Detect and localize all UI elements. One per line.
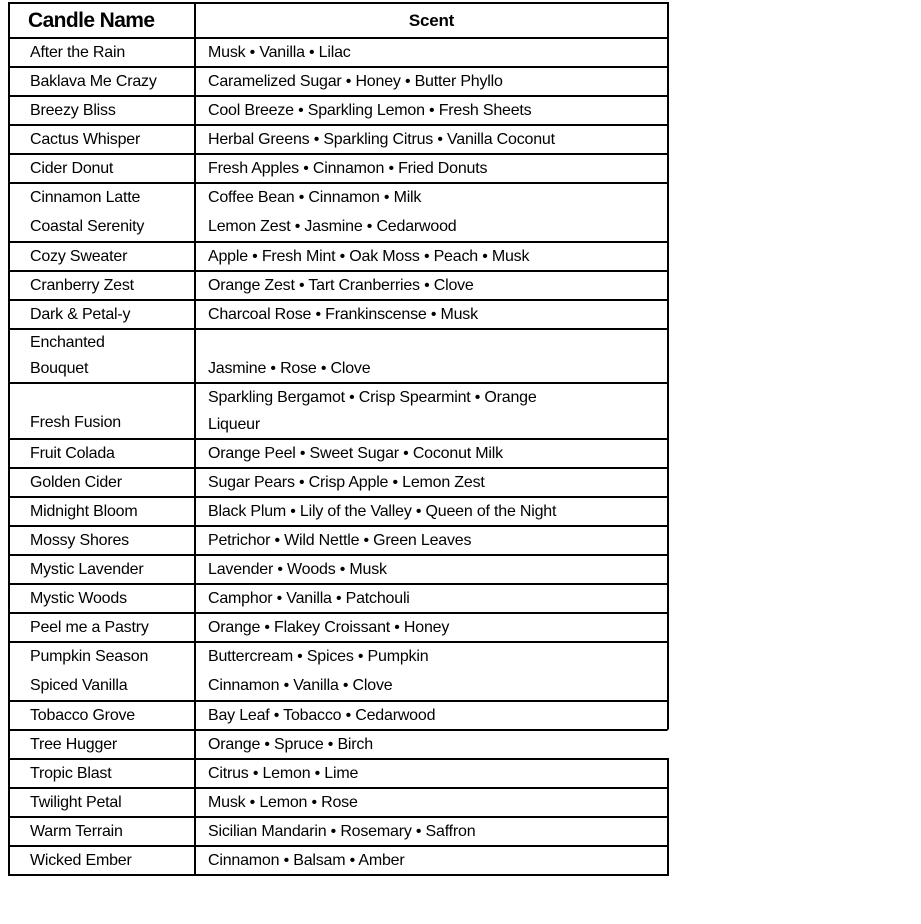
candle-scent-table xyxy=(8,2,669,876)
candle-name-cell: Peel me a Pastry xyxy=(30,618,149,636)
table-row xyxy=(10,496,669,525)
candle-name-cell-line: Cinnamon Latte xyxy=(30,189,141,206)
scent-cell: Orange • Flakey Croissant • Honey xyxy=(194,614,667,641)
scent-cell: Black Plum • Lily of the Valley • Queen of the Night xyxy=(194,498,667,525)
candle-name-cell: Twilight Petal xyxy=(30,793,122,811)
candle-name-cell xyxy=(10,184,194,241)
table-row xyxy=(10,270,669,299)
table-row xyxy=(10,641,669,700)
candle-name-cell: Cactus Whisper xyxy=(30,130,141,148)
table-row xyxy=(10,153,669,182)
scent-cell: Caramelized Sugar • Honey • Butter Phyllo xyxy=(194,68,667,95)
candle-name-cell: Baklava Me Crazy xyxy=(30,72,157,90)
scent-cell: Fresh Apples • Cinnamon • Fried Donuts xyxy=(194,155,667,182)
candle-name-cell: Wicked Ember xyxy=(30,851,132,869)
candle-name-cell: Cider Donut xyxy=(30,159,114,177)
table-row xyxy=(10,845,669,874)
scent-cell: Charcoal Rose • Frankinscense • Musk xyxy=(194,301,667,328)
candle-name-cell: Golden Cider xyxy=(30,473,122,491)
header-scent: Scent xyxy=(194,4,667,37)
candle-name-cell: Mossy Shores xyxy=(30,531,129,549)
candle-name-cell: Dark & Petal-y xyxy=(30,305,131,323)
table-row xyxy=(10,583,669,612)
table-row xyxy=(10,66,669,95)
scent-cell xyxy=(194,184,667,241)
table-row xyxy=(10,328,669,382)
scent-cell: Orange • Spruce • Birch xyxy=(194,731,667,758)
scent-cell: Camphor • Vanilla • Patchouli xyxy=(194,585,667,612)
candle-name-cell: Tobacco Grove xyxy=(30,706,136,724)
table-row xyxy=(10,612,669,641)
candle-name-cell: After the Rain xyxy=(30,43,126,61)
scent-cell: Jasmine • Rose • Clove xyxy=(194,330,667,382)
candle-name-cell: Cozy Sweater xyxy=(30,247,128,265)
scent-cell: Orange Peel • Sweet Sugar • Coconut Milk xyxy=(194,440,667,467)
scent-cell-line: Sparkling Bergamot • Crisp Spearmint • Orange xyxy=(208,389,537,406)
candle-name-cell: Fresh Fusion xyxy=(30,414,121,431)
candle-name-cell: Breezy Bliss xyxy=(30,101,116,119)
scent-cell-line: Liqueur xyxy=(208,416,260,433)
table-row xyxy=(10,382,669,438)
scent-cell: Musk • Lemon • Rose xyxy=(194,789,667,816)
candle-name-cell: Warm Terrain xyxy=(30,822,123,840)
scent-cell: Orange Zest • Tart Cranberries • Clove xyxy=(194,272,667,299)
scent-cell: Petrichor • Wild Nettle • Green Leaves xyxy=(194,527,667,554)
candle-name-cell: Cranberry Zest xyxy=(30,276,134,294)
scent-cell: Citrus • Lemon • Lime xyxy=(194,760,667,787)
candle-name-cell: Mystic Lavender xyxy=(30,560,144,578)
scent-cell: Cool Breeze • Sparkling Lemon • Fresh Sheets xyxy=(194,97,667,124)
scent-cell xyxy=(194,643,667,700)
scent-cell-line: Buttercream • Spices • Pumpkin xyxy=(208,648,429,665)
table-row xyxy=(10,525,669,554)
scent-cell: Herbal Greens • Sparkling Citrus • Vanilla Coconut xyxy=(194,126,667,153)
candle-name-cell: Fruit Colada xyxy=(30,444,115,462)
scent-cell: Cinnamon • Balsam • Amber xyxy=(194,847,667,874)
scent-cell: Sugar Pears • Crisp Apple • Lemon Zest xyxy=(194,469,667,496)
candle-name-cell-line: Spiced Vanilla xyxy=(30,676,128,694)
candle-name-cell-line: Pumpkin Season xyxy=(30,648,149,665)
candle-name-cell: Midnight Bloom xyxy=(30,502,138,520)
table-row xyxy=(10,816,669,845)
table-row xyxy=(10,729,669,758)
scent-cell-line: Lemon Zest • Jasmine • Cedarwood xyxy=(208,217,457,235)
header-candle-name: Candle Name xyxy=(28,8,155,32)
scent-cell: Apple • Fresh Mint • Oak Moss • Peach • Musk xyxy=(194,243,667,270)
candle-name-cell-line: Enchanted xyxy=(30,334,105,351)
candle-name-cell xyxy=(10,330,194,382)
scent-cell: Sicilian Mandarin • Rosemary • Saffron xyxy=(194,818,667,845)
scent-cell: Bay Leaf • Tobacco • Cedarwood xyxy=(194,702,667,729)
scent-cell xyxy=(194,384,667,438)
table-row xyxy=(10,700,669,729)
table-row xyxy=(10,554,669,583)
table-row xyxy=(10,787,669,816)
candle-name-cell: Tree Hugger xyxy=(30,735,118,753)
table-row xyxy=(10,124,669,153)
table-row xyxy=(10,758,669,787)
table-row xyxy=(10,241,669,270)
candle-name-cell: Mystic Woods xyxy=(30,589,127,607)
table-row xyxy=(10,182,669,241)
table-row xyxy=(10,438,669,467)
scent-cell-line: Coffee Bean • Cinnamon • Milk xyxy=(208,189,422,206)
table-header-row xyxy=(10,4,669,37)
candle-name-cell-line: Coastal Serenity xyxy=(30,217,145,235)
table-row xyxy=(10,467,669,496)
scent-cell-line: Cinnamon • Vanilla • Clove xyxy=(208,676,393,694)
candle-name-cell: Tropic Blast xyxy=(30,764,112,782)
scent-cell: Lavender • Woods • Musk xyxy=(194,556,667,583)
table-row xyxy=(10,95,669,124)
table-body xyxy=(10,37,669,874)
candle-name-cell xyxy=(10,643,194,700)
table-row xyxy=(10,37,669,66)
scent-cell: Musk • Vanilla • Lilac xyxy=(194,39,667,66)
table-row xyxy=(10,299,669,328)
candle-name-cell-line: Bouquet xyxy=(30,360,89,377)
